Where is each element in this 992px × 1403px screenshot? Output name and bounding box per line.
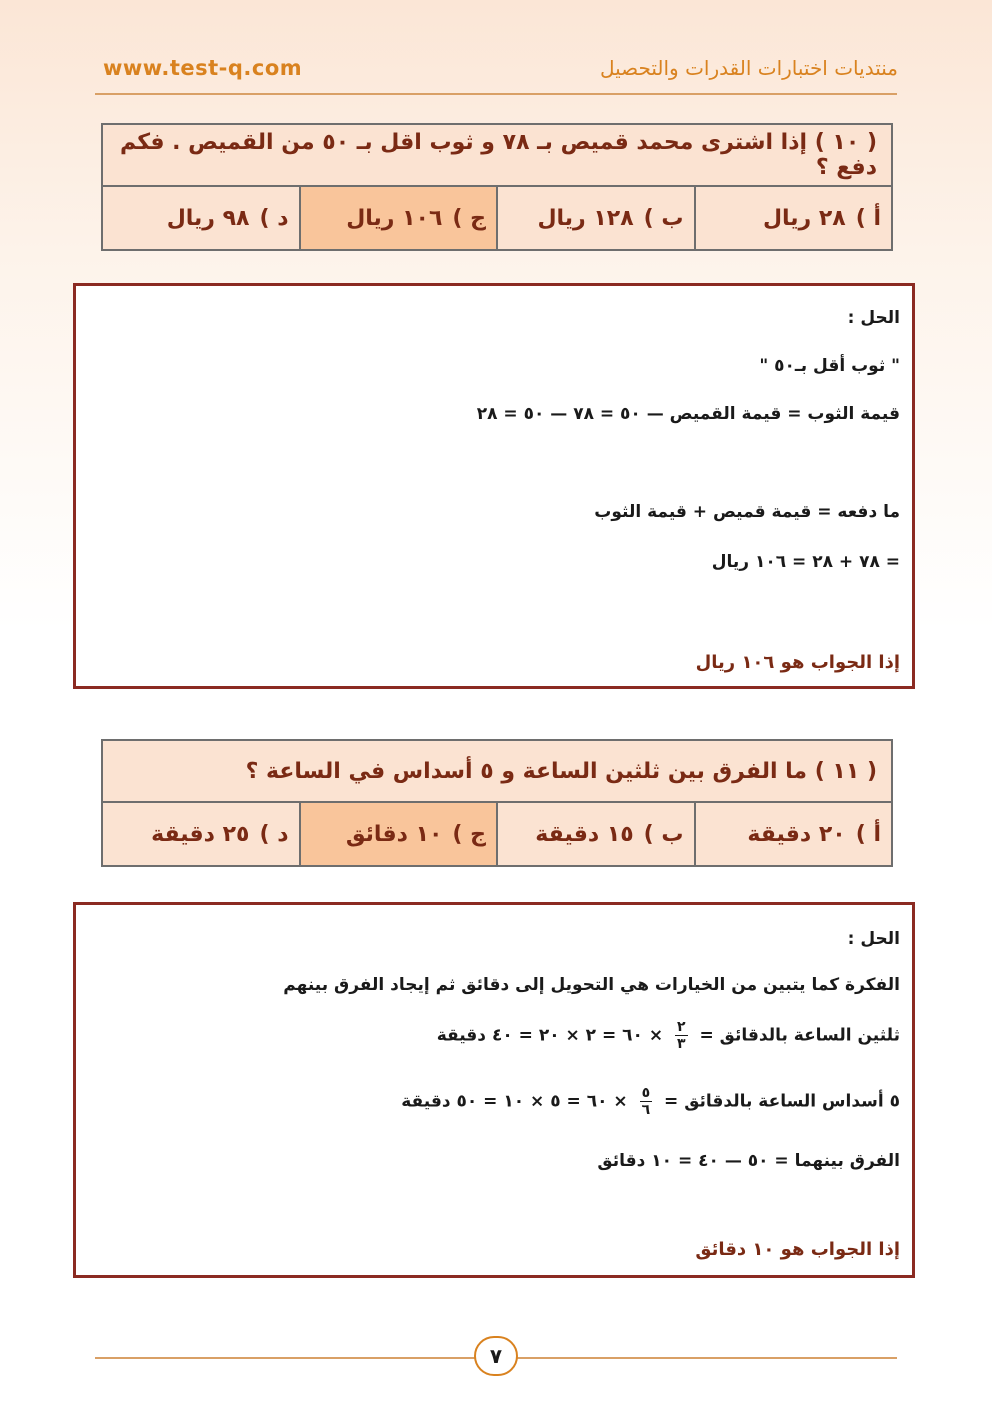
option-text: ١٥ دقيقة [535,821,634,847]
solution-title: الحل : [847,929,900,949]
question-10-solution [73,283,915,689]
fraction-numerator: ٥ [641,1085,651,1101]
solution-line: قيمة الثوب = قيمة القميص — ٥٠ = ٧٨ — ٥٠ = ٢٨ [476,404,900,424]
option-text: ١٢٨ ريال [537,205,634,231]
solution-line: = ٧٨ + ٢٨ = ١٠٦ ريال [711,552,900,572]
fraction-denominator: ٦ [641,1102,651,1118]
solution-line [437,1019,900,1052]
option-text: ٩٨ ريال [166,205,250,231]
solution-title: الحل : [847,308,900,328]
forum-title: منتديات اختبارات القدرات والتحصيل [599,56,898,80]
solution-text: ثلثين الساعة بالدقائق = [699,1025,900,1046]
q11-option-a[interactable] [694,803,892,865]
q11-option-b[interactable] [496,803,694,865]
solution-line: الفرق بينهما = ٥٠ — ٤٠ = ١٠ دقائق [597,1151,900,1171]
option-text: ١٠ دقائق [345,821,443,847]
question-10-text: ( ١٠ ) إذا اشترى محمد قميص بـ ٧٨ و ثوب اقل بـ ٥٠ من القميص . فكم دفع ؟ [103,125,891,187]
q11-option-c[interactable] [299,803,497,865]
option-letter: ج ) [452,821,486,847]
option-letter: د ) [259,821,289,847]
fraction-numerator: ٢ [677,1019,686,1035]
solution-answer: إذا الجواب هو ١٠ دقائق [695,1239,900,1260]
option-text: ٢٨ ريال [762,205,846,231]
option-letter: ب ) [643,821,684,847]
solution-answer: إذا الجواب هو ١٠٦ ريال [695,652,900,673]
solution-line [401,1085,900,1118]
page-number: ٧ [474,1336,518,1376]
fraction-two-thirds [675,1019,688,1052]
q10-option-c[interactable] [299,187,497,249]
q10-option-b[interactable] [496,187,694,249]
question-11-options [103,803,891,865]
solution-text: × ٦٠ = ٥ × ١٠ = ٥٠ دقيقة [401,1091,628,1112]
option-text: ٢٠ دقيقة [747,821,846,847]
q10-option-d[interactable] [103,187,299,249]
solution-line: " ثوب أقل بـ٥٠ " [759,356,900,376]
header-divider [95,93,897,95]
question-11-table [101,739,893,867]
solution-line: الفكرة كما يتبين من الخيارات هي التحويل إلى دقائق ثم إيجاد الفرق بينهم [283,975,900,995]
option-letter: د ) [259,205,289,231]
solution-text: × ٦٠ = ٢ × ٢٠ = ٤٠ دقيقة [436,1025,664,1046]
question-11-text: ( ١١ ) ما الفرق بين ثلثين الساعة و ٥ أسداس في الساعة ؟ [103,741,891,803]
solution-text: ٥ أسداس الساعة بالدقائق = [664,1091,900,1112]
question-10-table [101,123,893,251]
question-10-options [103,187,891,249]
fraction-denominator: ٣ [677,1036,686,1052]
question-11-solution [73,902,915,1278]
option-letter: أ ) [855,205,881,231]
site-url[interactable]: www.test-q.com [103,56,303,80]
option-text: ١٠٦ ريال [346,205,443,231]
option-text: ٢٥ دقيقة [151,821,250,847]
option-letter: أ ) [855,821,881,847]
option-letter: ج ) [452,205,486,231]
q11-option-d[interactable] [103,803,299,865]
solution-line: ما دفعه = قيمة قميص + قيمة الثوب [594,502,900,522]
option-letter: ب ) [643,205,684,231]
q10-option-a[interactable] [694,187,892,249]
fraction-five-sixths [640,1085,653,1118]
